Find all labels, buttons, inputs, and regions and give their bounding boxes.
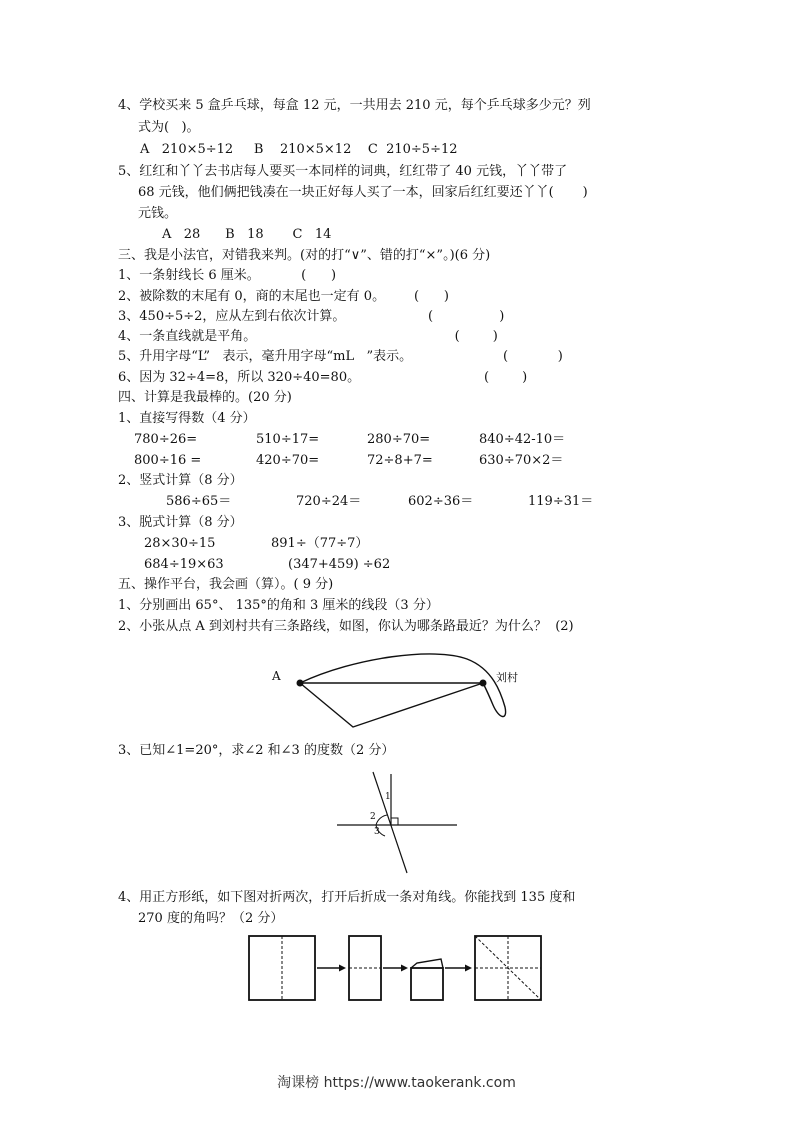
angle-2-label: 2: [370, 812, 376, 822]
q4-options: A 210×5÷12 B 210×5×12 C 210÷5÷12: [140, 142, 458, 157]
flap: [411, 959, 443, 968]
q5-line3: 元钱。: [138, 206, 178, 221]
calc-item: 586÷65＝: [166, 494, 232, 509]
point-liucun: [480, 680, 487, 687]
point-a-label: A: [272, 669, 281, 683]
q5-line1: 5、红红和丫丫去书店每人要买一本同样的词典，红红带了 40 元钱，丫丫带了: [118, 164, 568, 179]
calc-item: 280÷70=: [367, 432, 431, 447]
angle-arc: [376, 815, 387, 825]
section5-q2: 2、小张从点 A 到刘村共有三条路线，如图，你认为哪条路最近？为什么？ (2): [118, 619, 574, 634]
q4-line2: 式为( )。: [138, 120, 200, 135]
calc-item: 840÷42-10＝: [479, 432, 566, 447]
calc-item: 602÷36＝: [408, 494, 474, 509]
right-angle-mark: [391, 818, 398, 825]
section3-item-6: 6、因为 32÷4=8，所以 320÷40=80。 ( ): [118, 370, 528, 385]
section4-sub3-title: 3、脱式计算（8 分）: [118, 515, 243, 530]
section5-title: 五、操作平台，我会画（算）。( 9 分): [118, 577, 334, 592]
calc-item: 684÷19×63: [144, 557, 224, 572]
route-diagram: [265, 645, 525, 740]
angle-diagram: [335, 770, 460, 875]
calc-item: 720÷24＝: [296, 494, 362, 509]
section5-q3: 3、已知∠1=20°，求∠2 和∠3 的度数（2 分）: [118, 743, 395, 758]
route-bottom: [300, 683, 483, 727]
section4-title: 四、计算是我最棒的。(20 分): [118, 390, 292, 405]
calc-item: 28×30÷15: [144, 536, 216, 551]
calc-item: 800÷16 =: [134, 453, 202, 468]
section4-sub2-title: 2、竖式计算（8 分）: [118, 473, 243, 488]
point-a: [297, 680, 304, 687]
calc-item: 630÷70×2＝: [479, 453, 564, 468]
section3-item-5: 5、升用字母“L” 表示，毫升用字母“mL ”表示。 ( ): [118, 349, 563, 364]
q5-line2: 68 元钱，他们俩把钱凑在一块正好每人买了一本，回家后红红要还丫丫( ): [138, 185, 588, 200]
footer-watermark: 淘课榜 https://www.taokerank.com: [277, 1075, 516, 1091]
q4-line1: 4、学校买来 5 盒乒乓球，每盒 12 元，一共用去 210 元，每个乒乓球多少元？列: [118, 98, 591, 113]
folding-diagram: [245, 932, 550, 1004]
section3-item-1: 1、一条射线长 6 厘米。 ( ): [118, 268, 337, 283]
section3-item-4: 4、一条直线就是平角。 ( ): [118, 329, 498, 344]
calc-item: 72÷8+7=: [367, 453, 433, 468]
calc-item: 119÷31＝: [528, 494, 594, 509]
calc-item: (347+459) ÷62: [288, 557, 391, 572]
calc-item: 891÷（77÷7）: [271, 536, 369, 551]
arrow-head: [465, 965, 472, 972]
angle-3-label: 3: [374, 827, 380, 837]
section5-q4-line1: 4、用正方形纸，如下图对折两次，打开后折成一条对角线。你能找到 135 度和: [118, 890, 576, 905]
arrow-head: [339, 965, 346, 972]
section3-item-3: 3、450÷5÷2，应从左到右依次计算。 ( ): [118, 309, 505, 324]
slant-line: [373, 772, 407, 873]
section4-sub1-title: 1、直接写得数（4 分）: [118, 411, 256, 426]
arrow-head: [401, 965, 408, 972]
calc-item: 780÷26=: [134, 432, 198, 447]
liucun-label: 刘村: [496, 671, 518, 684]
angle-1-label: 1: [385, 792, 391, 802]
q5-options: A 28 B 18 C 14: [162, 227, 332, 242]
calc-item: 510÷17=: [256, 432, 320, 447]
section5-q1: 1、分别画出 65°、 135°的角和 3 厘米的线段（3 分）: [118, 598, 439, 613]
calc-item: 420÷70=: [256, 453, 320, 468]
folded-paper-twice: [411, 968, 443, 1000]
section3-item-2: 2、被除数的末尾有 0，商的末尾也一定有 0。 ( ): [118, 289, 449, 304]
section5-q4-line2: 270 度的角吗？（2 分）: [138, 911, 284, 926]
section3-title: 三、我是小法官，对错我来判。(对的打“∨”、错的打“×”。)(6 分): [118, 248, 491, 263]
